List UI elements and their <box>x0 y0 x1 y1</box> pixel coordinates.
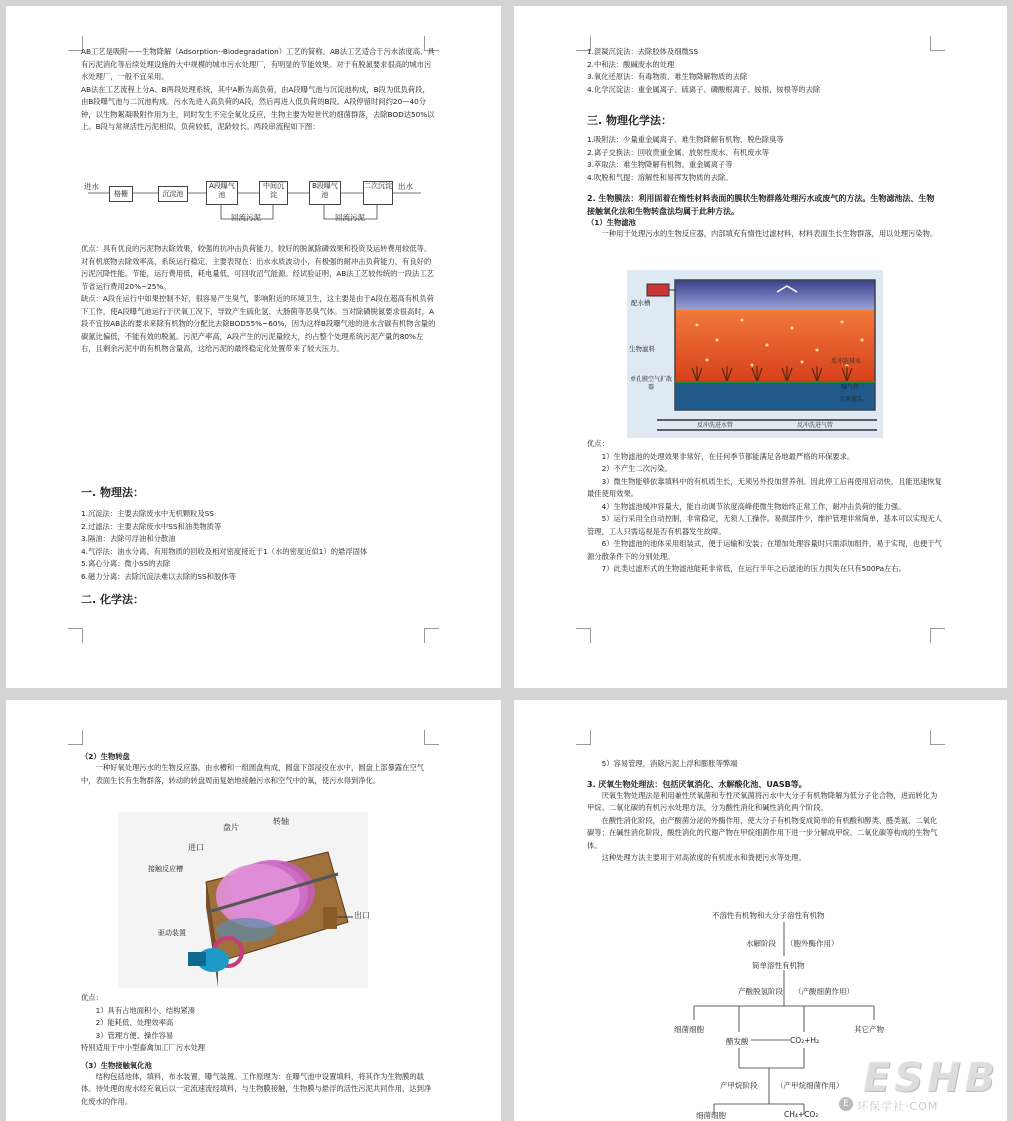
rotating-disc-description: 一种好氧处理污水的生物反应器，由水槽和一组圆盘构成，圆盘下部浸没在水中，圆盘上部暴露在空气中，表面生长有生物群落，转动的转盘周而复始地接触污水和空气中的氧，使污水得到净化。 <box>81 763 424 785</box>
flow-acetic: 醋发酸 <box>726 1037 749 1046</box>
crop-mark <box>930 628 945 643</box>
watermark-subtitle: 环保学社·COM <box>857 1100 939 1113</box>
biofilter-diagram <box>627 270 883 438</box>
label-outlet: 出口 <box>354 911 370 920</box>
label-disc: 盘片 <box>223 823 239 832</box>
biofilter-adv-item: 4）生物滤池缓冲容量大，能自动调节浓度高峰使微生物始终正常工作，耐冲击负荷的能力强。 <box>601 501 906 511</box>
flow-bacteria-cells-2: 细菌细胞 <box>696 1111 726 1120</box>
crop-mark <box>424 730 439 745</box>
disc-adv-item: 2）能耗低、处理效率高 <box>95 1018 174 1027</box>
physical-item: 2.过滤法：主要去除废水中SS和油类物质等 <box>81 521 222 531</box>
chemical-item: 3.氧化还原法：有毒物质、难生物降解物质的去除 <box>587 72 748 81</box>
physical-item: 1.沉淀法：主要去除废水中无机颗粒及SS <box>81 509 214 518</box>
biofilter-adv-item: 6）生物滤池的池体采用组装式，便于运输和安装；在增加处理容量时只需添加组件，易于实现，也便于气源分散条件下的分别处理。 <box>587 539 942 561</box>
chemical-item: 1.混凝沉淀法：去除胶体及细微SS <box>587 47 699 56</box>
flow-co2-h2: CO₂+H₂ <box>790 1036 820 1045</box>
crop-mark <box>424 628 439 643</box>
biofilter-drawing <box>627 270 883 438</box>
biofilter-adv-item: 3）微生物能够依靠填料中的有机质生长，无须另外投加营养剂。因此停工后再使用启动快，且能迅速恢复最佳使用效果。 <box>587 476 942 498</box>
watermark-badge: E <box>839 1097 853 1111</box>
label-backwash-drain: 反冲洗排水 <box>831 358 862 365</box>
crop-mark <box>68 628 83 643</box>
biofilter-subtitle: （1）生物滤池 <box>587 218 636 227</box>
flow-hydrolysis-note: （胞外酶作用） <box>786 939 839 948</box>
physical-method-title: 一. 物理法： <box>81 486 145 499</box>
disc-note: 特别适用于中小型畜禽加工厂污水处理 <box>81 1043 206 1052</box>
ab-inlet-label: 进水 <box>84 182 99 191</box>
chemical-item: 4.化学沉淀法：重金属离子、硫离子、磷酸根离子、铵根、铵根等的去除 <box>587 84 821 94</box>
crop-mark <box>930 730 945 745</box>
physical-item: 4.气浮法：油水分离、有用物质的回收及相对密度接近于1（水的密度近似1）的悬浮固体 <box>81 546 368 556</box>
ab-intro-1: AB工艺是吸附——生物降解（Adsorption--Biodegradation）工艺的简称。AB法工艺适合于污水浓度高、具有污泥消化等后续处理设施的大中规模的城市污水处理厂，有明显的节能效果。对于有脱氮要求很高的城市污水处理厂，一般不宜采用。 <box>81 47 435 81</box>
label-backwash-air: 反冲洗进气管 <box>797 422 834 429</box>
physchem-item: 2.离子交换法：回收贵重金属、放射性废水、有机废水等 <box>587 147 770 157</box>
contact-adv-item-5: 5）容易管理，消除污泥上浮和膨胀等弊端 <box>601 759 738 768</box>
flow-acidogenesis-note: （产酸细菌作用） <box>794 987 854 996</box>
ab-return-label-1: 回流污泥 <box>231 213 261 222</box>
contact-oxidation-subtitle: （3）生物接触氧化池 <box>81 1060 152 1070</box>
flow-ch4-co2: CH₄+CO₂ <box>784 1110 819 1119</box>
anaerobic-paragraph: 厌氧生物处理法是利用兼性厌氧菌和专性厌氧菌将污水中大分子有机物降解为低分子化合物，进而转化为甲烷、二氧化碳的有机污水处理方法，分为酸性消化和碱性消化两个阶段。 <box>587 790 938 812</box>
disc-adv-label: 优点： <box>81 993 103 1002</box>
label-aeration-pipe: 曝气管 <box>841 384 860 391</box>
flow-simple-organics: 简单溶性有机物 <box>752 961 805 970</box>
label-distribution-tank: 配水槽 <box>631 299 651 307</box>
ab-disadvantages: 缺点：A段在运行中如果控制不好，很容易产生臭气，影响附近的环境卫生，这主要是由于A段在超高有机负荷下工作，使A段曝气池运行于厌氧工况下，导致产生硫化氢、大肠菌等恶臭气体。当对除磷脱氮要求很高时，A段不宜按AB法的要求来除有机物的分配比去除BOD55%~60%，因为这样B段曝气池的进水含碳有机物含量的碳氮比偏低，不能有效的脱氮。污泥产率高，A段产生的污泥量较大，约占整个处理系统污泥产量的80%左右，且剩余污泥中的有机物含量高，这给污泥的最终稳定化处置带来了较大压力。 <box>81 294 436 353</box>
ab-advantages: 优点：具有优良的污泥物去除效果，较强的抗冲击负荷能力，较好的脱氮除磷效果和投资及运转费用较低等。对有机底物去除效率高，系统运行稳定，主要表现在：出水水质波动小，有极强的耐冲击负荷能力，有良好的污泥沉降性能。节能，运行费用低，耗电量低，可回收沼气能源。经试验证明，AB法工艺较传统的一段法工艺节省运行费用20%~25%。 <box>81 244 434 291</box>
chemical-method-title: 二. 化学法： <box>81 593 145 606</box>
crop-mark <box>576 628 591 643</box>
contact-oxidation-description: 结构包括池体，填料，布水装置，曝气装置。工作原理为：在曝气池中设置填料，将其作为生物膜的载体。待处理的废水经充氧后以一定流速流经填料，与生物膜接触，生物膜与悬浮的活性污泥共同作用，达到净化废水的作用。 <box>81 1071 432 1106</box>
label-drive: 驱动装置 <box>158 929 186 937</box>
biofilter-adv-item: 1）生物滤池的处理效果非常好，在任何季节都能满足各地最严格的环保要求。 <box>601 451 855 461</box>
page-3 <box>6 700 501 1121</box>
rotating-disc-subtitle: （2）生物转盘 <box>81 752 130 761</box>
label-contact-tank: 接触反应槽 <box>148 865 183 873</box>
crop-mark <box>576 730 591 745</box>
flow-methanogenesis-note: （产甲烷细菌作用） <box>776 1081 844 1090</box>
watermark-logo: ESHB <box>862 1055 999 1101</box>
physical-item: 5.离心分离：微小SS的去除 <box>81 559 171 568</box>
disc-adv-item: 3）管理方便、操作容易 <box>95 1030 174 1040</box>
page-1 <box>6 6 501 688</box>
flow-other-products: 其它产物 <box>854 1025 884 1034</box>
biofilter-description: 一种用于处理污水的生物反应器，内部填充有惰性过滤材料，材料表面生长生物群落，用以处理污染物。 <box>601 229 938 238</box>
crop-mark <box>68 730 83 745</box>
ab-mid-box: 中间沉淀 <box>259 181 288 205</box>
ab-sec-box: 二次沉淀 <box>363 181 393 205</box>
ab-intro-2: AB法在工艺流程上分A、B两段处理系统，其中A断为高负荷，由A段曝气池与沉淀池构成，B段为低负荷段，由B段曝气池与二沉池构成。污水先进入高负荷的A段，然后再进入低负荷的B段。A段停留时间约20—40分钟，以生物絮凝吸附作用为主，同时发生不完全氧化反应，生物主要为短世代的细菌群落，去除BOD达50%以上。B段与常规活性污泥相似，负荷较低，泥龄较长。两段串流程如下图： <box>81 84 435 131</box>
ab-outlet-label: 出水 <box>398 182 413 191</box>
physchem-item: 3.萃取法：难生物降解有机物、重金属离子等 <box>587 160 733 169</box>
ab-b-aer-box: B段曝气池 <box>309 181 341 205</box>
flow-methanogenesis: 产甲烷阶段 <box>720 1081 758 1090</box>
ab-a-aer-box: A段曝气池 <box>206 181 238 205</box>
physical-item: 6.磁力分离：去除沉淀法难以去除的SS和胶体等 <box>81 571 236 581</box>
label-shaft: 转轴 <box>273 817 289 826</box>
label-air-diffuser: 单孔膜空气扩散器 <box>629 376 672 391</box>
label-filter-media: 生物滤料 <box>629 345 655 353</box>
rotating-disc-diagram <box>118 812 368 988</box>
anaerobic-paragraph: 在酸性消化阶段，由产酸菌分泌的外酶作用，使大分子有机物变成简单的有机酸和醇类、醛类氨、二氧化碳等；在碱性消化阶段，酸性消化的代谢产物在甲烷细菌作用下进一步分解成甲烷、二氧化碳等构成的生物气体。 <box>587 815 938 850</box>
ab-grid-box: 格栅 <box>109 186 133 202</box>
biofilter-adv-item: 5）运行采用全自动控制，非常稳定，无须人工操作。易损部件少，维护管理非常简单，基本可以实现无人管理，工人只需巡视是否有机器发生故障。 <box>587 514 942 536</box>
flow-top-node: 不溶性有机物和大分子溶性有机物 <box>712 911 825 920</box>
biofilm-title: 2. 生物膜法：利用固着在惰性材料表面的膜状生物群落处理污水或废气的方法。生物滤池法、生物接触氧化法和生物转盘法均属于此种方法。 <box>587 194 935 216</box>
ab-grit-box: 沉淀池 <box>158 186 188 202</box>
physchem-method-title: 三. 物理化学法： <box>587 114 673 127</box>
flow-bacteria-cells-1: 细菌细胞 <box>674 1025 704 1034</box>
page-4 <box>514 700 1007 1121</box>
physchem-item: 1.吸附法：少量重金属离子、难生物降解有机物、脱色除臭等 <box>587 135 784 144</box>
page-2 <box>514 6 1007 688</box>
ab-return-label-2: 回流污泥 <box>335 213 365 222</box>
label-filter-nozzle: 专用滤头 <box>839 396 864 403</box>
biofilter-adv-item: 2）不产生二次污染。 <box>601 464 672 473</box>
label-inlet: 进口 <box>188 843 204 852</box>
rotating-disc-drawing <box>118 812 368 988</box>
flow-hydrolysis: 水解阶段 <box>746 939 776 948</box>
chemical-item: 2.中和法：酸碱废水的处理 <box>587 59 675 69</box>
ab-flow-diagram <box>86 171 426 231</box>
label-backwash-inlet: 反冲洗进水管 <box>697 422 734 429</box>
physical-item: 3.隔油：去除可浮油和分散油 <box>81 534 176 543</box>
anaerobic-title: 3. 厌氧生物处理法：包括厌氧消化、水解酸化池、UASB等。 <box>587 779 807 789</box>
site-watermark <box>833 1055 1003 1117</box>
biofilter-adv-label: 优点： <box>587 439 609 448</box>
disc-adv-item: 1）具有占地面积小、结构紧凑 <box>95 1005 196 1015</box>
anaerobic-paragraph: 这种处理方法主要用于对高浓度的有机废水和粪便污水等处理。 <box>601 853 806 862</box>
biofilter-adv-item: 7）此类过滤形式的生物滤池能耗非常低，在运行半年之后滤池的压力损失在只有500Pa左右。 <box>601 564 906 573</box>
physchem-item: 4.吹脱和气提：溶解性和易挥发物质的去除。 <box>587 172 733 182</box>
flow-acidogenesis: 产酸脱氢阶段 <box>738 987 783 996</box>
